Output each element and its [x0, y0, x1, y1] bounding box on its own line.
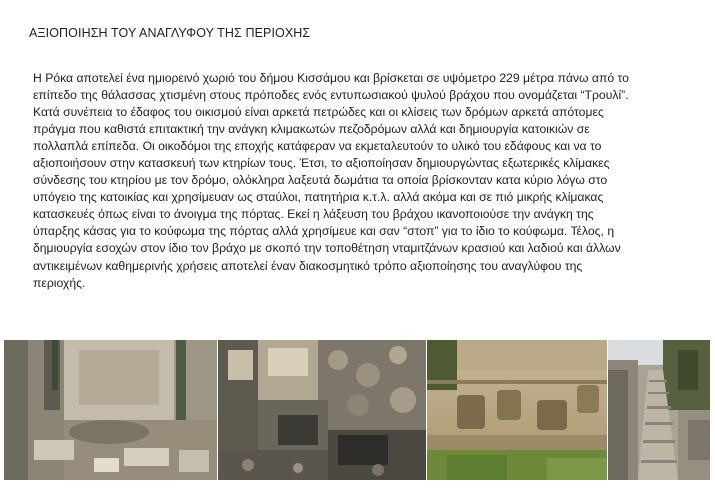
stone-stairway-photo [608, 340, 710, 480]
text-line: ύπαρξης κάσας για το κούφωμα της πόρτας αλλά χρησίμευε και σαν “στοπ” για το ίδιο το κούφωμα. Τέλος, η [33, 224, 615, 239]
text-line: υπόγειο της κατοικίας και χρησίμευαν ως σταύλοι, πατητήρια κ.τ.λ. αλλά ακόμα και σε πιό μικρής κλίμακας [33, 190, 604, 205]
text-line: πράγμα που καθιστά επιτακτική την ανάγκη κλιμακωτών πεζοδρόμων αλλά και δημιουργία κατοικιών σε [33, 122, 590, 137]
text-line: σύνδεσης του κτηρίου με τον δρόμο, ολόκληρα λαξευτά δωμάτια τα οποία βρίσκονταν κατα κύριο λόγω στο [33, 173, 608, 188]
text-line: αντικειμένων καθημερινής χρήσεις αποτελεί έναν διακοσμητικό τρόπο αξιοποίησης του αναγλύφου της [33, 258, 583, 273]
rock-niches-photo [427, 340, 607, 480]
carved-rock-room-photo [218, 340, 426, 480]
text-line: επίπεδο της θάλασσας χτισμένη στους πρόποδες ενός εντυπωσιακού ψυλού βράχου που ονομάζεται “Τρουλί”. [33, 88, 629, 103]
text-line: Η Ρόκα αποτελεί ένα ημιορεινό χωριό του δήμου Κισσάμου και βρίσκεται σε υψόμετρο 229 μέτρα πάνω από το [33, 71, 629, 85]
text-line: περιοχής. [33, 275, 86, 290]
text-line: κατασκευές όπως είναι το άνοιγμα της πόρτας. Εκεί η λάξευση του βράχου ικανοποιούσε την ανάγκη της [33, 207, 594, 222]
rock-carved-doorway-photo [4, 340, 217, 480]
text-line: Κατά συνέπεια το έδαφος του οικισμού είναι αρκετά πετρώδες και οι κλίσεις των δρόμων αρκετά απότομες [33, 105, 604, 120]
text-line: πολλαπλά επίπεδα. Οι οικοδόμοι της εποχής κατάφεραν να εκμεταλευτούν το υλικό του εδάφους και να το [33, 139, 602, 154]
photo-strip [4, 340, 711, 480]
body-text [33, 70, 693, 292]
text-line: αξιοποιήσουν στην κατασκευή των κτηρίων τους. Έτσι, το αξιοποίησαν δημιουργώντας εξωτερικές κλίμακες [33, 156, 610, 171]
text-line: δημιουργία εσοχών στον ίδιο τον βράχο με σκοπό την τοποθέτηση νταμιτζάνων κρασιού και λαδιού και άλλων [33, 241, 621, 256]
page-title: ΑΞΙΟΠΟΙΗΣΗ ΤΟΥ ΑΝΑΓΛΥΦΟΥ ΤΗΣ ΠΕΡΙΟΧΗΣ [29, 26, 311, 40]
